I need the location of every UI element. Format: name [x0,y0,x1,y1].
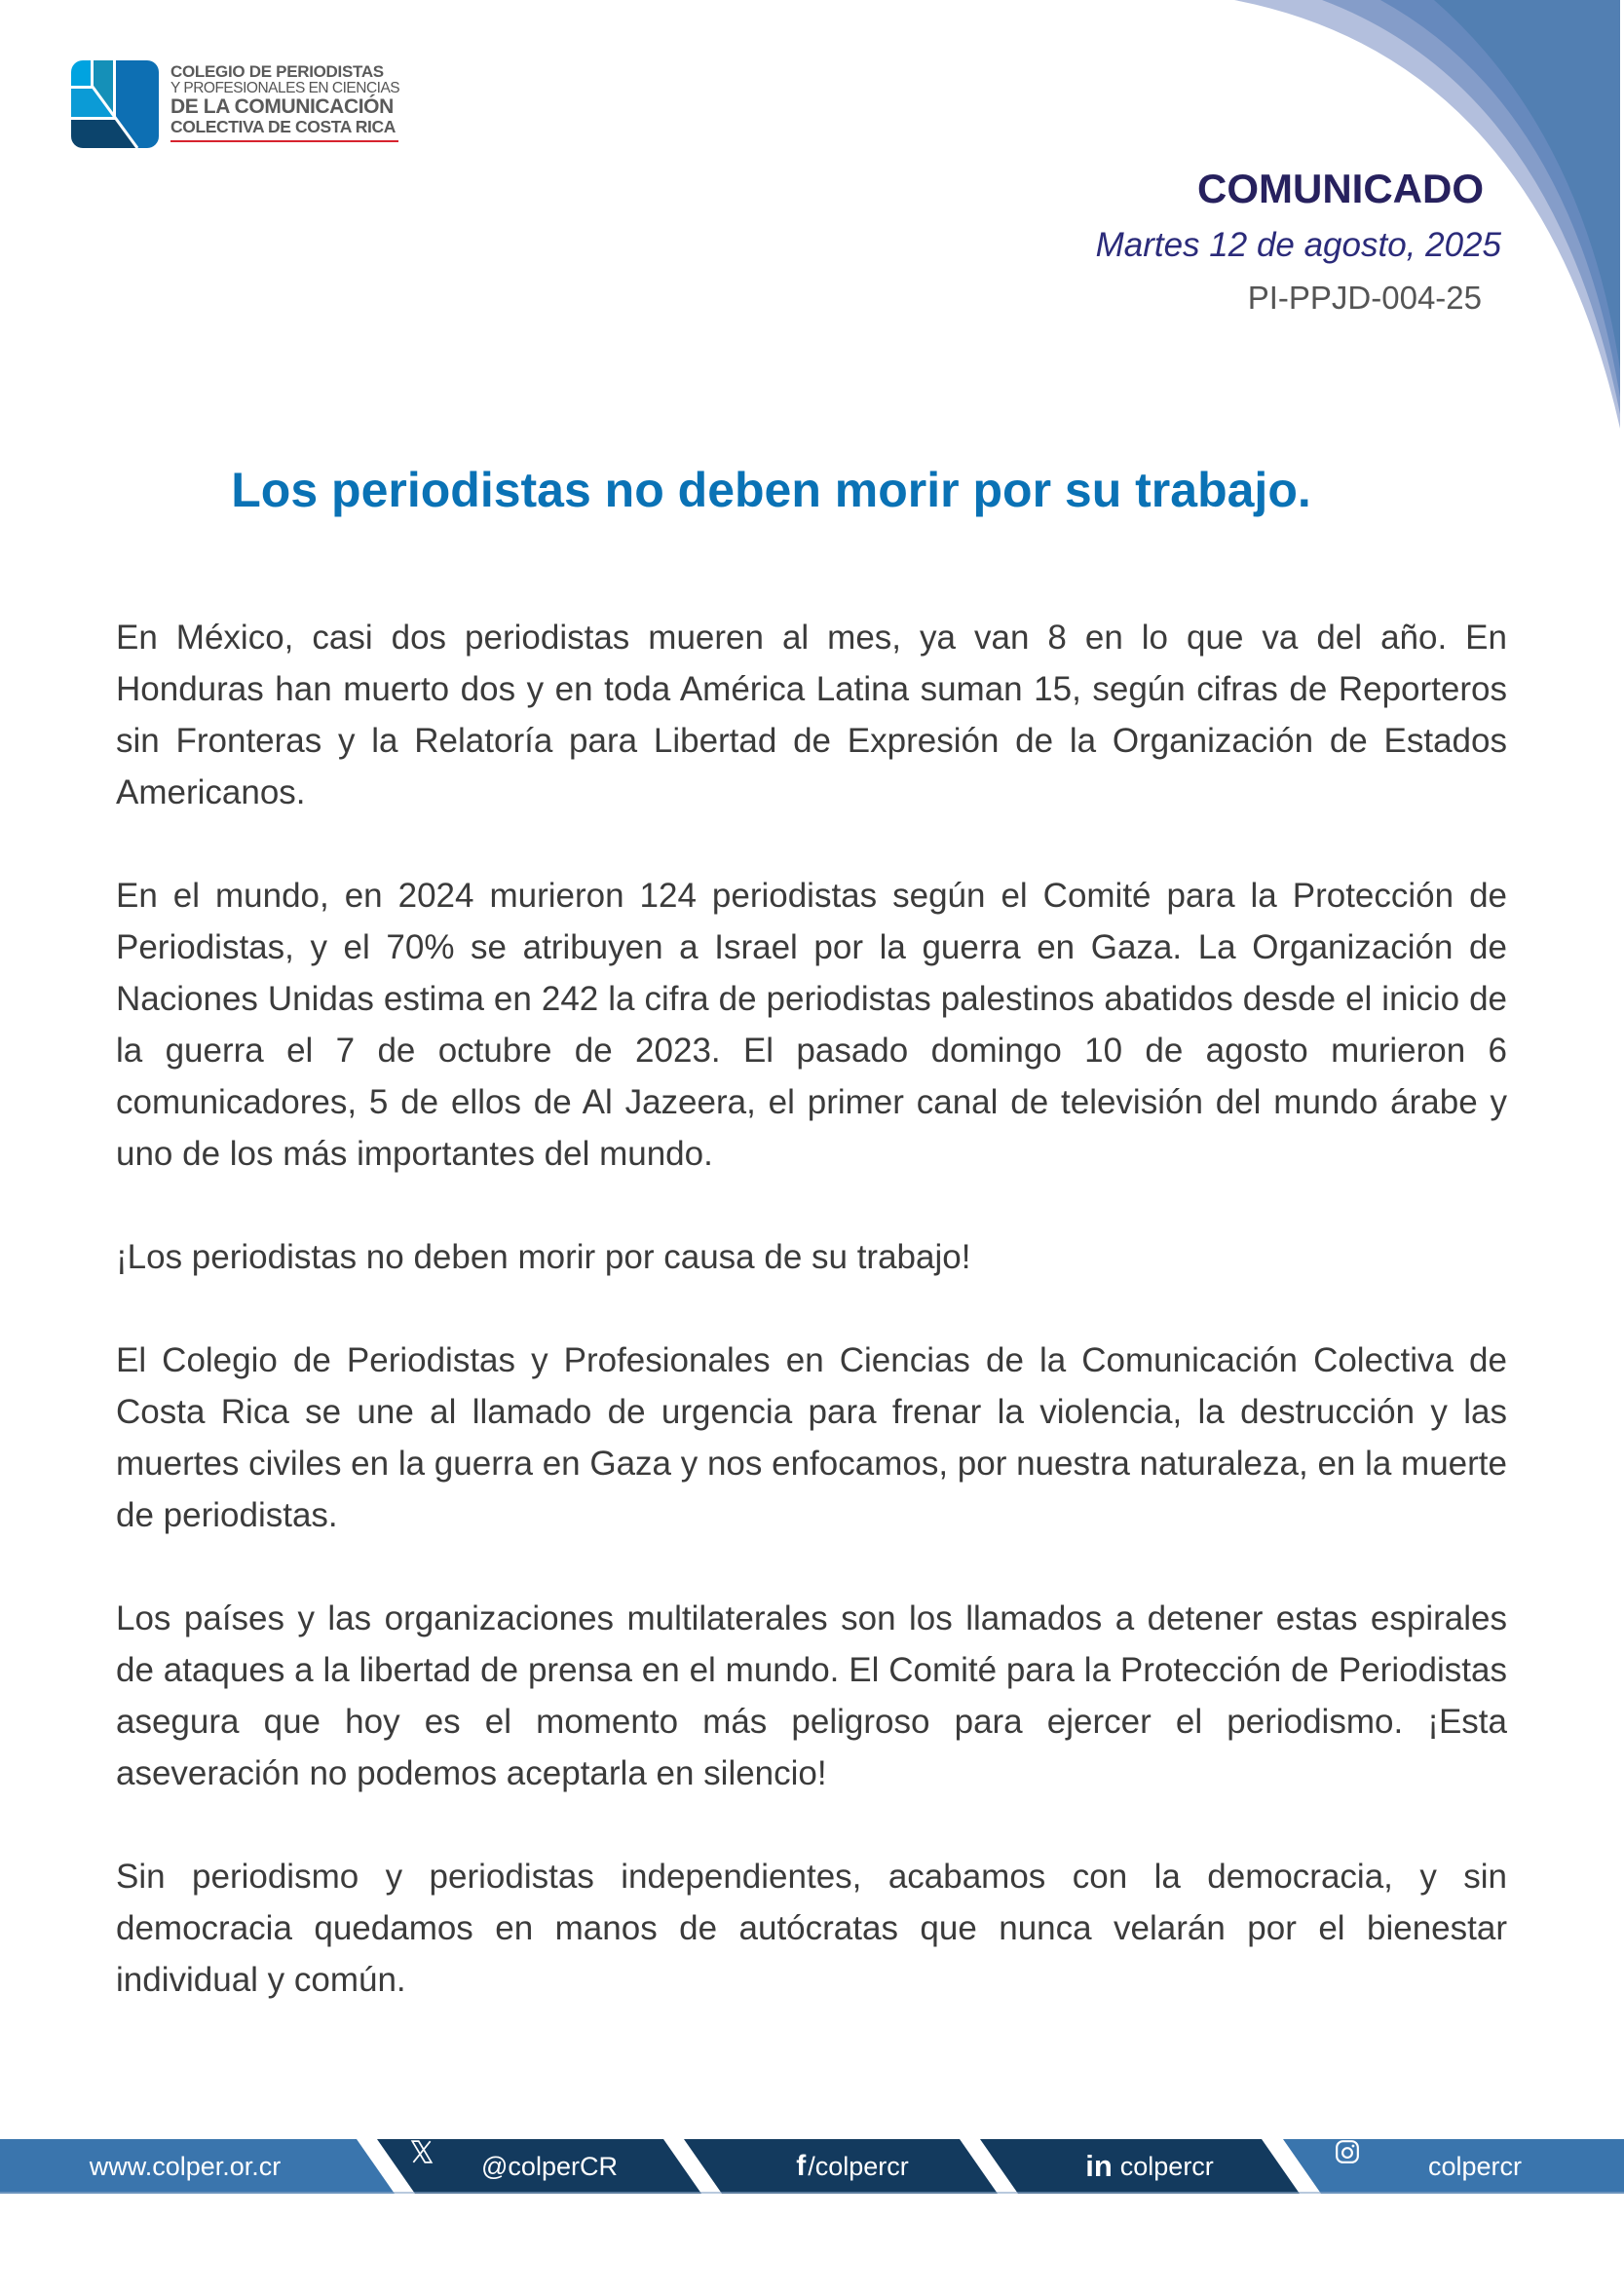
organization-logo [71,60,400,148]
x-handle: @colperCR [481,2151,618,2181]
linkedin-link[interactable] [1013,2139,1286,2194]
corner-decoration [1215,0,1624,448]
linkedin-handle: colpercr [1119,2151,1214,2181]
logo-underline [170,140,398,142]
website-label: www.colper.or.cr [89,2151,282,2181]
instagram-link[interactable] [1335,2139,1607,2194]
paragraph: ¡Los periodistas no deben morir por causa de su trabajo! [116,1238,971,1276]
paragraph: En México, casi dos periodistas mueren al mes, ya van 8 en lo que va del año. En Honduras han muerto dos y en toda América Latina suman 15, según cifras de Reporteros sin Fronteras y la Relatoría para Libertad de Expresión de la Organización de Estados Americanos. [116,619,1507,811]
paragraph: Los países y las organizaciones multilaterales son los llamados a detener estas espirales de ataques a la libertad de prensa en el mundo. El Comité para la Protección de Periodistas asegura que hoy es el momento más peligroso para ejercer el periodismo. ¡Esta aseveración no podemos aceptarla en silencio! [116,1599,1507,1792]
instagram-handle: colpercr [1427,2151,1523,2181]
document-type: COMUNICADO [1197,166,1484,211]
linkedin-icon: in [1085,2149,1113,2183]
paragraph: En el mundo, en 2024 murieron 124 periodistas según el Comité para la Protección de Periodistas, y el 70% se atribuyen a Israel por la guerra en Gaza. La Organización de Naciones Unidas estima en 242 la cifra de periodistas palestinos abatidos desde el inicio de la guerra el 7 de octubre de 2023. El pasado domingo 10 de agosto murieron 6 comunicadores, 5 de ellos de Al Jazeera, el primer canal de televisión del mundo árabe y uno de los más importantes del mundo. [116,877,1507,1173]
paragraph: Sin periodismo y periodistas independientes, acabamos con la democracia, y sin democracia quedamos en manos de autócratas que nunca velarán por el bienestar individual y común. [116,1858,1507,1999]
logo-emblem-icon [71,60,159,148]
logo-line-4: COLECTIVA DE COSTA RICA [170,117,396,137]
paragraph: El Colegio de Periodistas y Profesionales en Ciencias de la Comunicación Colectiva de Costa Rica se une al llamado de urgencia para frenar la violencia, la destrucción y las muertes civiles en la guerra en Gaza y nos enfocamos, por nuestra naturaleza, en la muerte de periodistas. [116,1341,1507,1534]
facebook-handle: /colpercr [808,2151,909,2181]
logo-line-1: COLEGIO DE PERIODISTAS [170,62,384,81]
website-link[interactable] [39,2139,331,2194]
facebook-icon: f [796,2150,807,2182]
edge-strip [1620,0,1624,448]
logo-line-2: Y PROFESIONALES EN CIENCIAS [170,79,400,96]
logo-line-3: DE LA COMUNICACIÓN [170,95,394,119]
headline: Los periodistas no deben morir por su trabajo. [231,462,1311,517]
x-link[interactable] [409,2139,682,2194]
facebook-link[interactable] [716,2139,989,2194]
body-text [116,612,1507,2057]
footer-bar [0,2139,1624,2194]
document-date: Martes 12 de agosto, 2025 [1095,226,1501,264]
reference-code: PI-PPJD-004-25 [1247,280,1482,316]
